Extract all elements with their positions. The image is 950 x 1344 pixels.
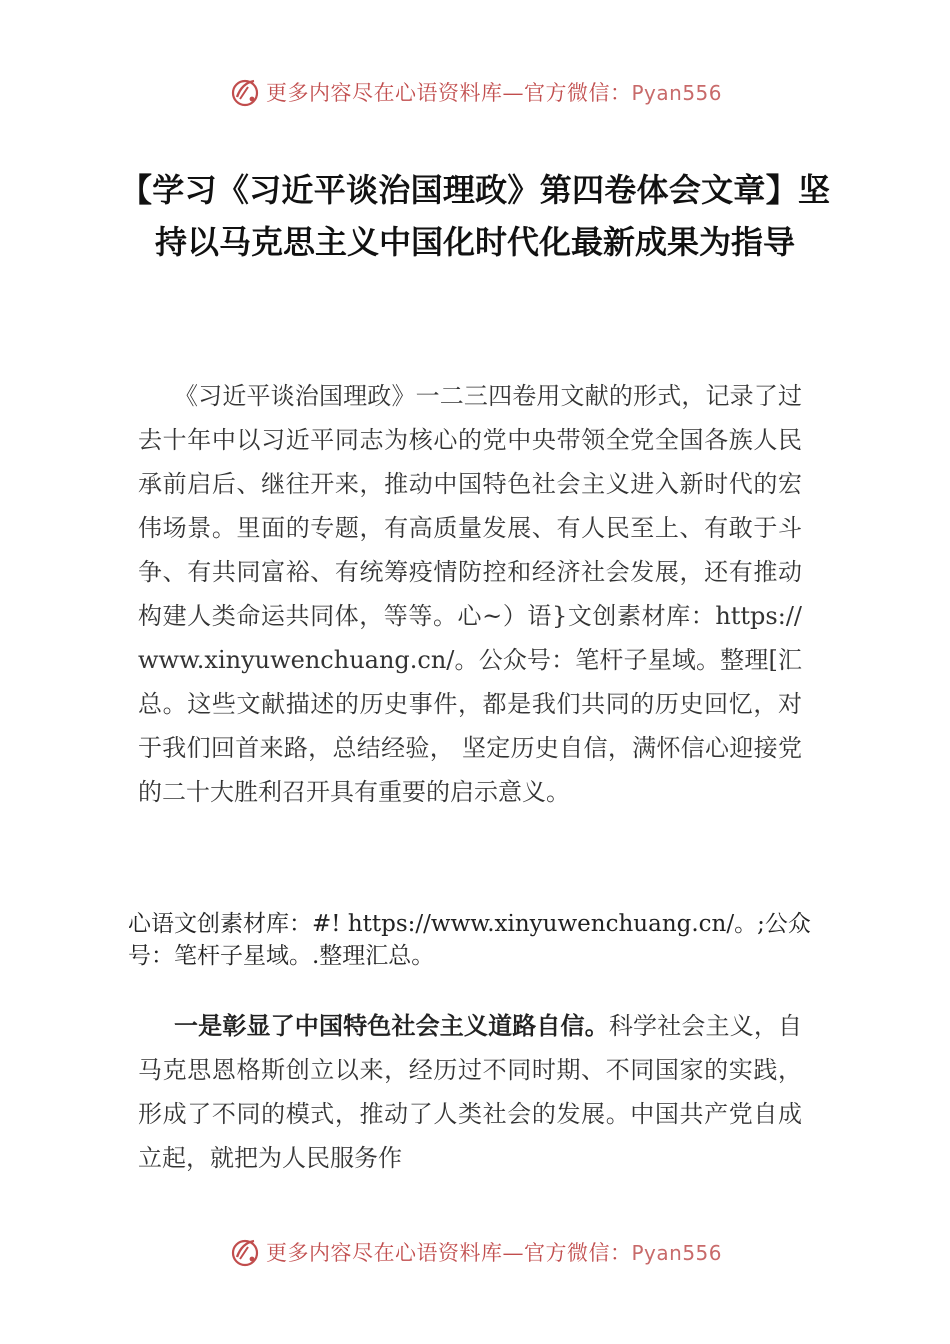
document-title: 【学习《习近平谈治国理政》第四卷体会文章】坚持以马克思主义中国化时代化最新成果为指导 (120, 171, 830, 261)
footer-banner (0, 1232, 950, 1272)
paragraph-2-text: 科学社会主义，自马克思恩格斯创立以来，经历过不同时期、不同国家的实践，形成了不同的模式，推动了人类社会的发展。中国共产党自成立起，就把为人民服务作 (138, 1012, 803, 1172)
source-note: 心语文创素材库：#! https://www.xinyuwenchuang.cn/。;公众号：笔杆子星域。.整理汇总。 (128, 911, 811, 969)
body-paragraph-2 (138, 1004, 802, 1180)
footer-banner-label: 更多内容尽在心语资料库—官方微信： (265, 1241, 632, 1265)
footer-banner-text (266, 1237, 722, 1267)
xinyu-logo-icon (228, 1235, 262, 1269)
footer-wechat-id: Pyan556 (631, 1241, 722, 1265)
footer-banner-content (228, 1235, 722, 1269)
paragraph-2-lead: 一是彰显了中国特色社会主义道路自信。 (174, 1012, 609, 1040)
header-banner (0, 72, 950, 112)
header-banner-content (228, 75, 722, 109)
body-paragraph-1: 《习近平谈治国理政》一二三四卷用文献的形式，记录了过去十年中以习近平同志为核心的党中央带领全党全国各族人民承前启后、继往开来，推动中国特色社会主义进入新时代的宏伟场景。里面的专题，有高质量发展、有人民至上、有敢于斗争、有共同富裕、有统筹疫情防控和经济社会发展，还有推动构建人类命运共同体，等等。心~）语}文创素材库：https://www.xinyuwenchuang.cn/。公众号：笔杆子星域。整理[汇总。这些文献描述的历史事件，都是我们共同的历史回忆，对于我们回首来路，总结经验， 坚定历史自信，满怀信心迎接党的二十大胜利召开具有重要的启示意义。 (138, 382, 802, 806)
header-banner-text (266, 77, 722, 107)
header-wechat-id: Pyan556 (631, 81, 722, 105)
xinyu-logo-icon (228, 75, 262, 109)
header-banner-label: 更多内容尽在心语资料库—官方微信： (265, 81, 632, 105)
